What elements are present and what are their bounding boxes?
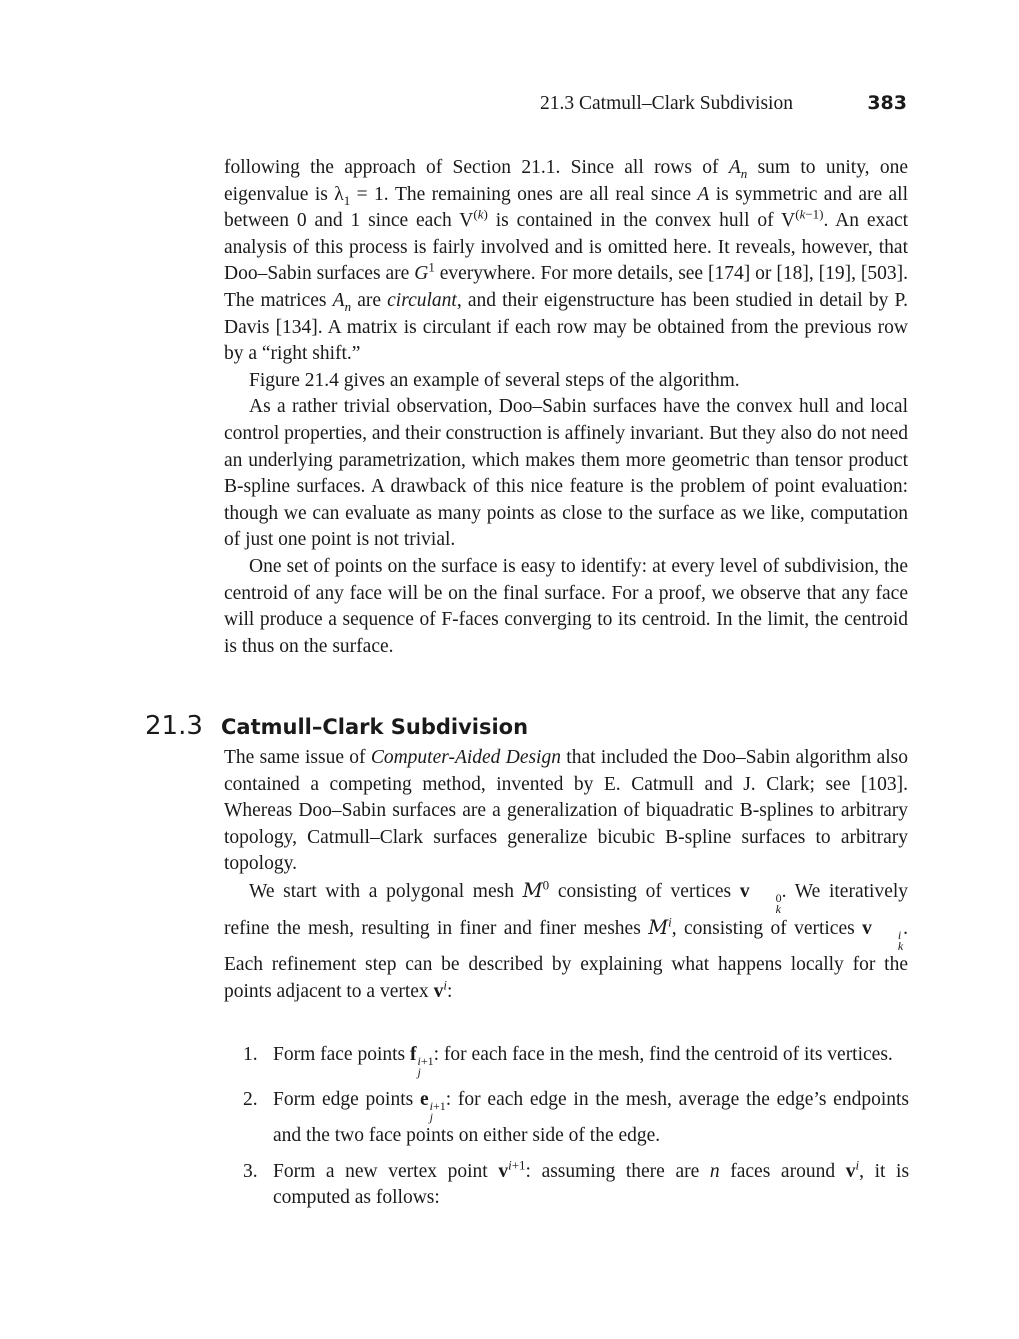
step-list	[243, 1042, 909, 1221]
list-item: 3. Form a new vertex point $v^{i+1}$: assuming there are n faces around $v^i$, it is computed as follows:	[243, 1157, 910, 1209]
section-heading	[145, 711, 528, 741]
running-header	[540, 93, 910, 115]
page-number: 383	[867, 92, 907, 114]
paragraph: Figure 21.4 gives an example of several steps of the algorithm.	[249, 369, 740, 391]
list-item: 1. Form face points f i+1 j : for each face in the mesh, find the centroid of its vertices.	[243, 1044, 893, 1079]
paragraph: We start with a polygonal mesh $M^0$ consisting of vertices v 0 k . We iteratively refine the mesh, resulting in finer and finer meshes $M^i$, consisting of vertices v i k . Each refinement step can be described by explaining what happens locally for the points adjacent to a vertex $v^i$:	[224, 877, 909, 1002]
paragraph: As a rather trivial observation, Doo–Sabin surfaces have the convex hull and local control properties, and their construction is affinely invariant. But they also do not need an underlying parametrization, which makes them more geometric than tensor product B-spline surfaces. A drawback of this nice feature is the problem of point evaluation: though we can evaluate as many points as close to the surface as we like, computation of just one point is not trivial.	[224, 396, 908, 551]
paragraph: following the approach of Section 21.1. Since all rows of $A_n$ sum to unity, one eigenvalue is $\lambda_1 = 1$. The remaining ones are all real since A is symmetric and are all between 0 and 1 since each $V^{(k)}$ is contained in the convex hull of $V^{(k-1)}$. An exact analysis of this process is fairly involved and is omitted here. It reveals, however, that Doo–Sabin surfaces are $G^1$ everywhere. For more details, see [174] or [18], [19], [503]. The matrices $A_n$ are circulant, and their eigenstructure has been studied in detail by P. Davis [134]. A matrix is circulant if each row may be obtained from the previous row by a “right shift.”	[224, 157, 909, 365]
running-title: 21.3 Catmull–Clark Subdivision	[540, 93, 793, 114]
list-item: 2. Form edge points e i+1 j : for each edge in the mesh, average the edge’s endpoints and the two face points on either side of the edge.	[243, 1089, 909, 1146]
section-title: Catmull–Clark Subdivision	[221, 715, 529, 739]
section-number: 21.3	[145, 711, 203, 741]
body-text-bottom	[224, 745, 908, 1005]
body-text-top	[224, 155, 908, 660]
paragraph: One set of points on the surface is easy to identify: at every level of subdivision, the centroid of any face will be on the final surface. For a proof, we observe that any face will produce a sequence of F-faces converging to its centroid. In the limit, the centroid is thus on the surface.	[224, 555, 908, 657]
paragraph: The same issue of Computer-Aided Design that included the Doo–Sabin algorithm also contained a competing method, invented by E. Catmull and J. Clark; see [103]. Whereas Doo–Sabin surfaces are a generalization of biquadratic B-splines to arbitrary topology, Catmull–Clark surfaces generalize bicubic B-spline surfaces to arbitrary topology.	[224, 747, 908, 875]
